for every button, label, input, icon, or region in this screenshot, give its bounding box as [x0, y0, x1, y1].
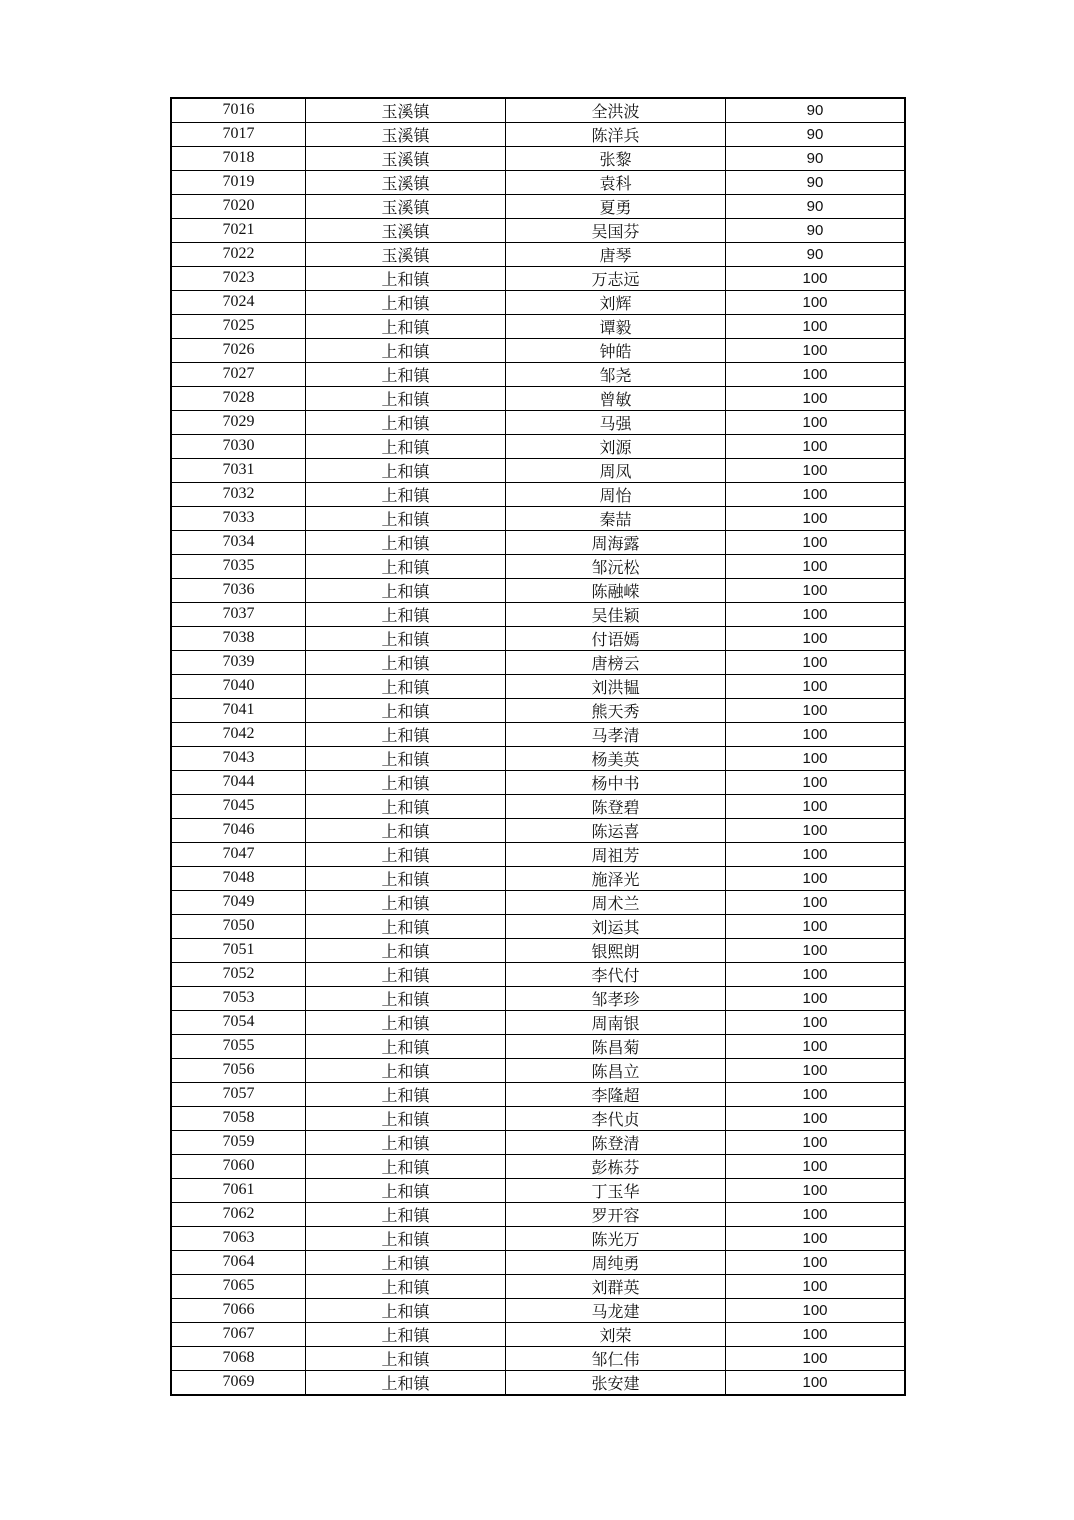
row-number-cell: 7043 — [171, 747, 306, 771]
row-number-cell: 7040 — [171, 675, 306, 699]
town-cell: 上和镇 — [306, 435, 506, 459]
town-cell: 上和镇 — [306, 1299, 506, 1323]
row-number-cell: 7042 — [171, 723, 306, 747]
row-number-cell: 7038 — [171, 627, 306, 651]
name-cell: 刘洪韫 — [506, 675, 726, 699]
amount-cell: 100 — [726, 555, 906, 579]
row-number-cell: 7062 — [171, 1203, 306, 1227]
table-row — [171, 195, 905, 219]
name-cell: 吴国芬 — [506, 219, 726, 243]
name-cell: 邹孝珍 — [506, 987, 726, 1011]
table-row — [171, 1131, 905, 1155]
row-number-cell: 7068 — [171, 1347, 306, 1371]
table-row — [171, 219, 905, 243]
amount-cell: 100 — [726, 1251, 906, 1275]
name-cell: 马强 — [506, 411, 726, 435]
table-row — [171, 579, 905, 603]
amount-cell: 100 — [726, 747, 906, 771]
table-row — [171, 603, 905, 627]
town-cell: 上和镇 — [306, 843, 506, 867]
town-cell: 上和镇 — [306, 1275, 506, 1299]
town-cell: 玉溪镇 — [306, 243, 506, 267]
name-cell: 陈运喜 — [506, 819, 726, 843]
name-cell: 李隆超 — [506, 1083, 726, 1107]
name-cell: 邹仁伟 — [506, 1347, 726, 1371]
table-row — [171, 435, 905, 459]
name-cell: 李代贞 — [506, 1107, 726, 1131]
name-cell: 邹沅松 — [506, 555, 726, 579]
amount-cell: 90 — [726, 123, 906, 147]
row-number-cell: 7049 — [171, 891, 306, 915]
amount-cell: 100 — [726, 843, 906, 867]
name-cell: 刘运其 — [506, 915, 726, 939]
name-cell: 陈光万 — [506, 1227, 726, 1251]
town-cell: 上和镇 — [306, 459, 506, 483]
row-number-cell: 7065 — [171, 1275, 306, 1299]
row-number-cell: 7052 — [171, 963, 306, 987]
row-number-cell: 7021 — [171, 219, 306, 243]
name-cell: 彭栋芬 — [506, 1155, 726, 1179]
name-cell: 周祖芳 — [506, 843, 726, 867]
name-cell: 陈登碧 — [506, 795, 726, 819]
table-row — [171, 699, 905, 723]
name-cell: 吴佳颖 — [506, 603, 726, 627]
data-table — [170, 97, 906, 1396]
row-number-cell: 7047 — [171, 843, 306, 867]
amount-cell: 100 — [726, 507, 906, 531]
amount-cell: 90 — [726, 171, 906, 195]
row-number-cell: 7054 — [171, 1011, 306, 1035]
row-number-cell: 7064 — [171, 1251, 306, 1275]
amount-cell: 90 — [726, 243, 906, 267]
name-cell: 夏勇 — [506, 195, 726, 219]
row-number-cell: 7039 — [171, 651, 306, 675]
row-number-cell: 7019 — [171, 171, 306, 195]
name-cell: 陈登清 — [506, 1131, 726, 1155]
amount-cell: 100 — [726, 1227, 906, 1251]
table-row — [171, 123, 905, 147]
name-cell: 袁科 — [506, 171, 726, 195]
town-cell: 上和镇 — [306, 1083, 506, 1107]
table-row — [171, 651, 905, 675]
amount-cell: 100 — [726, 267, 906, 291]
row-number-cell: 7066 — [171, 1299, 306, 1323]
name-cell: 周凤 — [506, 459, 726, 483]
row-number-cell: 7023 — [171, 267, 306, 291]
town-cell: 上和镇 — [306, 1155, 506, 1179]
name-cell: 周术兰 — [506, 891, 726, 915]
row-number-cell: 7022 — [171, 243, 306, 267]
town-cell: 上和镇 — [306, 651, 506, 675]
amount-cell: 100 — [726, 651, 906, 675]
town-cell: 上和镇 — [306, 315, 506, 339]
town-cell: 玉溪镇 — [306, 98, 506, 123]
town-cell: 上和镇 — [306, 291, 506, 315]
amount-cell: 100 — [726, 291, 906, 315]
town-cell: 玉溪镇 — [306, 171, 506, 195]
amount-cell: 100 — [726, 603, 906, 627]
table-row — [171, 987, 905, 1011]
table-row — [171, 315, 905, 339]
row-number-cell: 7029 — [171, 411, 306, 435]
row-number-cell: 7020 — [171, 195, 306, 219]
town-cell: 上和镇 — [306, 699, 506, 723]
town-cell: 上和镇 — [306, 723, 506, 747]
amount-cell: 100 — [726, 1083, 906, 1107]
amount-cell: 100 — [726, 987, 906, 1011]
row-number-cell: 7027 — [171, 363, 306, 387]
name-cell: 陈洋兵 — [506, 123, 726, 147]
table-row — [171, 843, 905, 867]
row-number-cell: 7035 — [171, 555, 306, 579]
name-cell: 刘群英 — [506, 1275, 726, 1299]
row-number-cell: 7030 — [171, 435, 306, 459]
table-row — [171, 819, 905, 843]
row-number-cell: 7024 — [171, 291, 306, 315]
table-row — [171, 891, 905, 915]
town-cell: 上和镇 — [306, 603, 506, 627]
row-number-cell: 7026 — [171, 339, 306, 363]
table-row — [171, 1155, 905, 1179]
amount-cell: 100 — [726, 339, 906, 363]
amount-cell: 100 — [726, 699, 906, 723]
town-cell: 上和镇 — [306, 915, 506, 939]
name-cell: 张黎 — [506, 147, 726, 171]
table-row — [171, 267, 905, 291]
town-cell: 上和镇 — [306, 387, 506, 411]
row-number-cell: 7046 — [171, 819, 306, 843]
amount-cell: 100 — [726, 1371, 906, 1396]
name-cell: 罗开容 — [506, 1203, 726, 1227]
row-number-cell: 7018 — [171, 147, 306, 171]
name-cell: 付语嫣 — [506, 627, 726, 651]
town-cell: 上和镇 — [306, 1107, 506, 1131]
name-cell: 马孝清 — [506, 723, 726, 747]
amount-cell: 100 — [726, 723, 906, 747]
town-cell: 上和镇 — [306, 867, 506, 891]
name-cell: 曾敏 — [506, 387, 726, 411]
table-row — [171, 531, 905, 555]
table-row — [171, 1011, 905, 1035]
table-row — [171, 147, 905, 171]
town-cell: 玉溪镇 — [306, 147, 506, 171]
town-cell: 上和镇 — [306, 1203, 506, 1227]
amount-cell: 100 — [726, 771, 906, 795]
table-row — [171, 459, 905, 483]
town-cell: 上和镇 — [306, 1059, 506, 1083]
amount-cell: 100 — [726, 435, 906, 459]
amount-cell: 100 — [726, 459, 906, 483]
amount-cell: 100 — [726, 1131, 906, 1155]
name-cell: 全洪波 — [506, 98, 726, 123]
row-number-cell: 7061 — [171, 1179, 306, 1203]
amount-cell: 100 — [726, 1299, 906, 1323]
name-cell: 银熙朗 — [506, 939, 726, 963]
amount-cell: 100 — [726, 1035, 906, 1059]
table-row — [171, 795, 905, 819]
name-cell: 唐榜云 — [506, 651, 726, 675]
row-number-cell: 7063 — [171, 1227, 306, 1251]
row-number-cell: 7045 — [171, 795, 306, 819]
table-row — [171, 291, 905, 315]
table-row — [171, 1083, 905, 1107]
table-row — [171, 963, 905, 987]
town-cell: 玉溪镇 — [306, 195, 506, 219]
town-cell: 上和镇 — [306, 1371, 506, 1396]
town-cell: 上和镇 — [306, 363, 506, 387]
amount-cell: 100 — [726, 675, 906, 699]
table-row — [171, 627, 905, 651]
town-cell: 上和镇 — [306, 1011, 506, 1035]
amount-cell: 100 — [726, 1155, 906, 1179]
row-number-cell: 7056 — [171, 1059, 306, 1083]
row-number-cell: 7069 — [171, 1371, 306, 1396]
amount-cell: 90 — [726, 147, 906, 171]
town-cell: 上和镇 — [306, 1035, 506, 1059]
table-row — [171, 747, 905, 771]
town-cell: 上和镇 — [306, 795, 506, 819]
name-cell: 熊天秀 — [506, 699, 726, 723]
table-row — [171, 1323, 905, 1347]
town-cell: 上和镇 — [306, 963, 506, 987]
amount-cell: 100 — [726, 1011, 906, 1035]
row-number-cell: 7051 — [171, 939, 306, 963]
table-row — [171, 1275, 905, 1299]
amount-cell: 100 — [726, 1323, 906, 1347]
table-row — [171, 771, 905, 795]
name-cell: 李代付 — [506, 963, 726, 987]
name-cell: 邹尧 — [506, 363, 726, 387]
name-cell: 施泽光 — [506, 867, 726, 891]
town-cell: 上和镇 — [306, 339, 506, 363]
name-cell: 周怡 — [506, 483, 726, 507]
town-cell: 上和镇 — [306, 1347, 506, 1371]
row-number-cell: 7060 — [171, 1155, 306, 1179]
table-row — [171, 723, 905, 747]
amount-cell: 100 — [726, 891, 906, 915]
table-row — [171, 1227, 905, 1251]
amount-cell: 100 — [726, 1059, 906, 1083]
row-number-cell: 7053 — [171, 987, 306, 1011]
name-cell: 陈昌立 — [506, 1059, 726, 1083]
town-cell: 上和镇 — [306, 1179, 506, 1203]
table-row — [171, 555, 905, 579]
table-row — [171, 939, 905, 963]
table-row — [171, 1299, 905, 1323]
town-cell: 上和镇 — [306, 1227, 506, 1251]
table-row — [171, 915, 905, 939]
town-cell: 上和镇 — [306, 675, 506, 699]
table-row — [171, 867, 905, 891]
name-cell: 丁玉华 — [506, 1179, 726, 1203]
row-number-cell: 7055 — [171, 1035, 306, 1059]
town-cell: 上和镇 — [306, 1323, 506, 1347]
town-cell: 上和镇 — [306, 267, 506, 291]
amount-cell: 100 — [726, 363, 906, 387]
amount-cell: 100 — [726, 819, 906, 843]
name-cell: 周纯勇 — [506, 1251, 726, 1275]
amount-cell: 100 — [726, 627, 906, 651]
amount-cell: 100 — [726, 963, 906, 987]
amount-cell: 100 — [726, 315, 906, 339]
amount-cell: 100 — [726, 483, 906, 507]
town-cell: 上和镇 — [306, 507, 506, 531]
row-number-cell: 7017 — [171, 123, 306, 147]
amount-cell: 100 — [726, 1179, 906, 1203]
name-cell: 谭毅 — [506, 315, 726, 339]
table-row — [171, 483, 905, 507]
table-row — [171, 1035, 905, 1059]
amount-cell: 90 — [726, 98, 906, 123]
table-row — [171, 1347, 905, 1371]
row-number-cell: 7037 — [171, 603, 306, 627]
amount-cell: 100 — [726, 1203, 906, 1227]
amount-cell: 100 — [726, 1107, 906, 1131]
name-cell: 周南银 — [506, 1011, 726, 1035]
name-cell: 刘荣 — [506, 1323, 726, 1347]
town-cell: 上和镇 — [306, 987, 506, 1011]
town-cell: 上和镇 — [306, 627, 506, 651]
name-cell: 钟皓 — [506, 339, 726, 363]
row-number-cell: 7036 — [171, 579, 306, 603]
town-cell: 上和镇 — [306, 579, 506, 603]
amount-cell: 100 — [726, 939, 906, 963]
amount-cell: 100 — [726, 867, 906, 891]
table-row — [171, 1059, 905, 1083]
row-number-cell: 7033 — [171, 507, 306, 531]
table-row — [171, 675, 905, 699]
row-number-cell: 7044 — [171, 771, 306, 795]
row-number-cell: 7048 — [171, 867, 306, 891]
row-number-cell: 7041 — [171, 699, 306, 723]
town-cell: 上和镇 — [306, 939, 506, 963]
row-number-cell: 7058 — [171, 1107, 306, 1131]
table-row — [171, 1371, 905, 1396]
town-cell: 玉溪镇 — [306, 219, 506, 243]
table-row — [171, 1107, 905, 1131]
table-body — [171, 98, 905, 1395]
town-cell: 上和镇 — [306, 771, 506, 795]
table-row — [171, 1251, 905, 1275]
table-row — [171, 1179, 905, 1203]
town-cell: 上和镇 — [306, 1131, 506, 1155]
row-number-cell: 7034 — [171, 531, 306, 555]
town-cell: 上和镇 — [306, 411, 506, 435]
name-cell: 陈昌菊 — [506, 1035, 726, 1059]
table-row — [171, 1203, 905, 1227]
table-row — [171, 243, 905, 267]
row-number-cell: 7028 — [171, 387, 306, 411]
row-number-cell: 7050 — [171, 915, 306, 939]
name-cell: 陈融嵘 — [506, 579, 726, 603]
amount-cell: 90 — [726, 219, 906, 243]
row-number-cell: 7032 — [171, 483, 306, 507]
name-cell: 马龙建 — [506, 1299, 726, 1323]
town-cell: 上和镇 — [306, 555, 506, 579]
amount-cell: 100 — [726, 1347, 906, 1371]
row-number-cell: 7067 — [171, 1323, 306, 1347]
amount-cell: 100 — [726, 915, 906, 939]
amount-cell: 100 — [726, 579, 906, 603]
table-row — [171, 387, 905, 411]
town-cell: 玉溪镇 — [306, 123, 506, 147]
town-cell: 上和镇 — [306, 891, 506, 915]
town-cell: 上和镇 — [306, 531, 506, 555]
table-row — [171, 171, 905, 195]
town-cell: 上和镇 — [306, 819, 506, 843]
row-number-cell: 7057 — [171, 1083, 306, 1107]
table-row — [171, 411, 905, 435]
row-number-cell: 7031 — [171, 459, 306, 483]
name-cell: 唐琴 — [506, 243, 726, 267]
amount-cell: 100 — [726, 387, 906, 411]
amount-cell: 100 — [726, 1275, 906, 1299]
name-cell: 万志远 — [506, 267, 726, 291]
row-number-cell: 7016 — [171, 98, 306, 123]
row-number-cell: 7059 — [171, 1131, 306, 1155]
town-cell: 上和镇 — [306, 1251, 506, 1275]
table-row — [171, 363, 905, 387]
table-row — [171, 339, 905, 363]
amount-cell: 90 — [726, 195, 906, 219]
name-cell: 刘源 — [506, 435, 726, 459]
amount-cell: 100 — [726, 531, 906, 555]
amount-cell: 100 — [726, 411, 906, 435]
name-cell: 刘辉 — [506, 291, 726, 315]
table-row — [171, 98, 905, 123]
name-cell: 杨中书 — [506, 771, 726, 795]
name-cell: 秦喆 — [506, 507, 726, 531]
amount-cell: 100 — [726, 795, 906, 819]
table-row — [171, 507, 905, 531]
town-cell: 上和镇 — [306, 483, 506, 507]
name-cell: 周海露 — [506, 531, 726, 555]
town-cell: 上和镇 — [306, 747, 506, 771]
name-cell: 杨美英 — [506, 747, 726, 771]
name-cell: 张安建 — [506, 1371, 726, 1396]
row-number-cell: 7025 — [171, 315, 306, 339]
